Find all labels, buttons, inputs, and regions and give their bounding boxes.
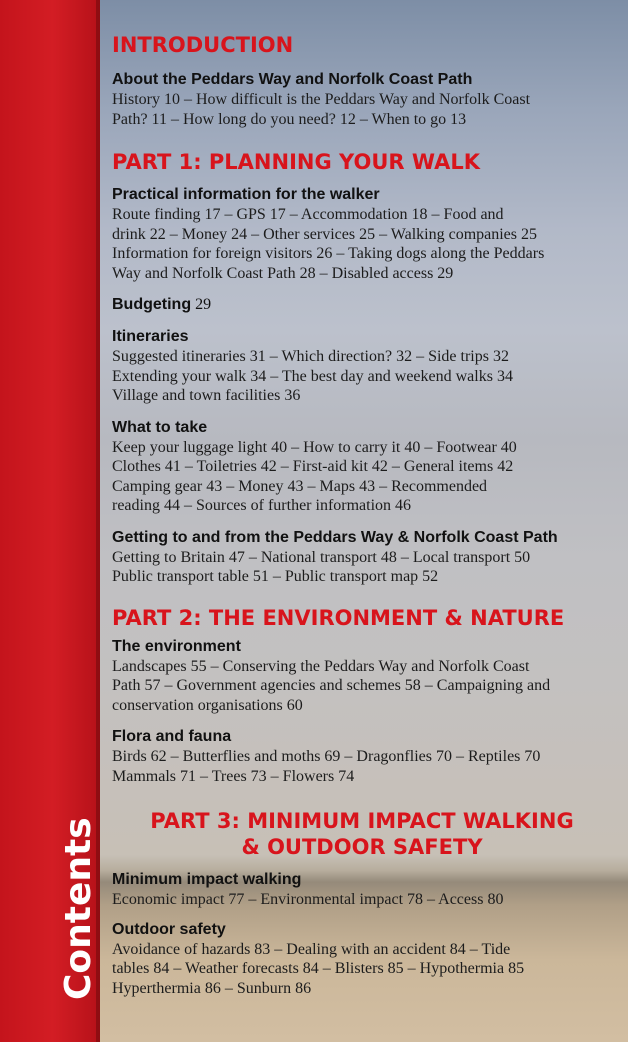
part-heading	[112, 808, 612, 860]
section-title: Itineraries	[112, 328, 189, 345]
body-line: Way and Norfolk Coast Path 28 – Disabled access 29	[112, 264, 454, 282]
body-line: Hyperthermia 86 – Sunburn 86	[112, 979, 312, 997]
section-body	[112, 548, 612, 587]
section-body	[112, 438, 612, 516]
section-body	[112, 940, 612, 999]
body-line: Keep your luggage light 40 – How to carry it 40 – Footwear 40	[112, 438, 517, 456]
contents-list	[112, 32, 612, 998]
body-line: Economic impact 77 – Environmental impact 78 – Access 80	[112, 891, 504, 908]
body-line: drink 22 – Money 24 – Other services 25 – Walking companies 25	[112, 225, 538, 243]
section-title: Getting to and from the Peddars Way & Norfolk Coast Path	[112, 528, 558, 546]
body-line: Mammals 71 – Trees 73 – Flowers 74	[112, 767, 355, 785]
vertical-contents-title: Contents	[58, 817, 99, 1000]
section-body	[112, 347, 612, 406]
section-body	[112, 205, 612, 283]
body-line: Extending your walk 34 – The best day and weekend walks 34	[112, 367, 513, 385]
body-line: Birds 62 – Butterflies and moths 69 – Dragonflies 70 – Reptiles 70	[112, 748, 541, 765]
body-line: Village and town facilities 36	[112, 387, 301, 404]
body-line: History 10 – How difficult is the Peddars Way and Norfolk Coast	[112, 91, 531, 108]
body-line: tables 84 – Weather forecasts 84 – Blisters 85 – Hypothermia 85	[112, 960, 525, 977]
section-introduction	[112, 32, 612, 129]
body-line: Path 57 – Government agencies and schemes 58 – Campaigning and	[112, 677, 551, 694]
part-heading-line-2: & OUTDOOR SAFETY	[241, 835, 483, 859]
section-title: About the Peddars Way and Norfolk Coast Path	[112, 71, 473, 88]
section-body	[112, 90, 612, 129]
body-line: reading 44 – Sources of further information 46	[112, 497, 412, 514]
body-line: Path? 11 – How long do you need? 12 – When to go 13	[112, 110, 467, 128]
budgeting-title: Budgeting	[112, 296, 192, 313]
section-body	[112, 747, 612, 786]
budgeting-page: 29	[195, 296, 212, 313]
body-line: Suggested itineraries 31 – Which direction? 32 – Side trips 32	[112, 348, 509, 365]
body-line: Clothes 41 – Toiletries 42 – First-aid kit 42 – General items 42	[112, 458, 514, 475]
section-part-1	[112, 149, 612, 587]
section-title	[112, 295, 612, 315]
body-line: Avoidance of hazards 83 – Dealing with an accident 84 – Tide	[112, 940, 511, 958]
section-title: Practical information for the walker	[112, 186, 380, 203]
section-title: Flora and fauna	[112, 728, 232, 745]
body-line: Public transport table 51 – Public transport map 52	[112, 568, 439, 585]
section-body	[112, 890, 612, 910]
body-line: Route finding 17 – GPS 17 – Accommodation 18 – Food and	[112, 206, 504, 223]
part-heading: PART 1: PLANNING YOUR WALK	[112, 150, 480, 174]
section-body	[112, 657, 612, 716]
body-line: Camping gear 43 – Money 43 – Maps 43 – Recommended	[112, 477, 488, 495]
part-heading: INTRODUCTION	[112, 33, 294, 57]
body-line: conservation organisations 60	[112, 696, 303, 714]
section-title: Outdoor safety	[112, 920, 226, 938]
body-line: Getting to Britain 47 – National transport 48 – Local transport 50	[112, 548, 531, 566]
body-line: Landscapes 55 – Conserving the Peddars Way and Norfolk Coast	[112, 657, 530, 675]
part-heading-line-1: PART 3: MINIMUM IMPACT WALKING	[150, 809, 574, 833]
section-part-2	[112, 605, 612, 787]
part-heading: PART 2: THE ENVIRONMENT & NATURE	[112, 605, 565, 630]
section-title: Minimum impact walking	[112, 871, 302, 888]
body-line: Information for foreign visitors 26 – Taking dogs along the Peddars	[112, 245, 545, 262]
section-title: What to take	[112, 418, 208, 436]
section-title: The environment	[112, 637, 241, 655]
section-part-3	[112, 808, 612, 998]
